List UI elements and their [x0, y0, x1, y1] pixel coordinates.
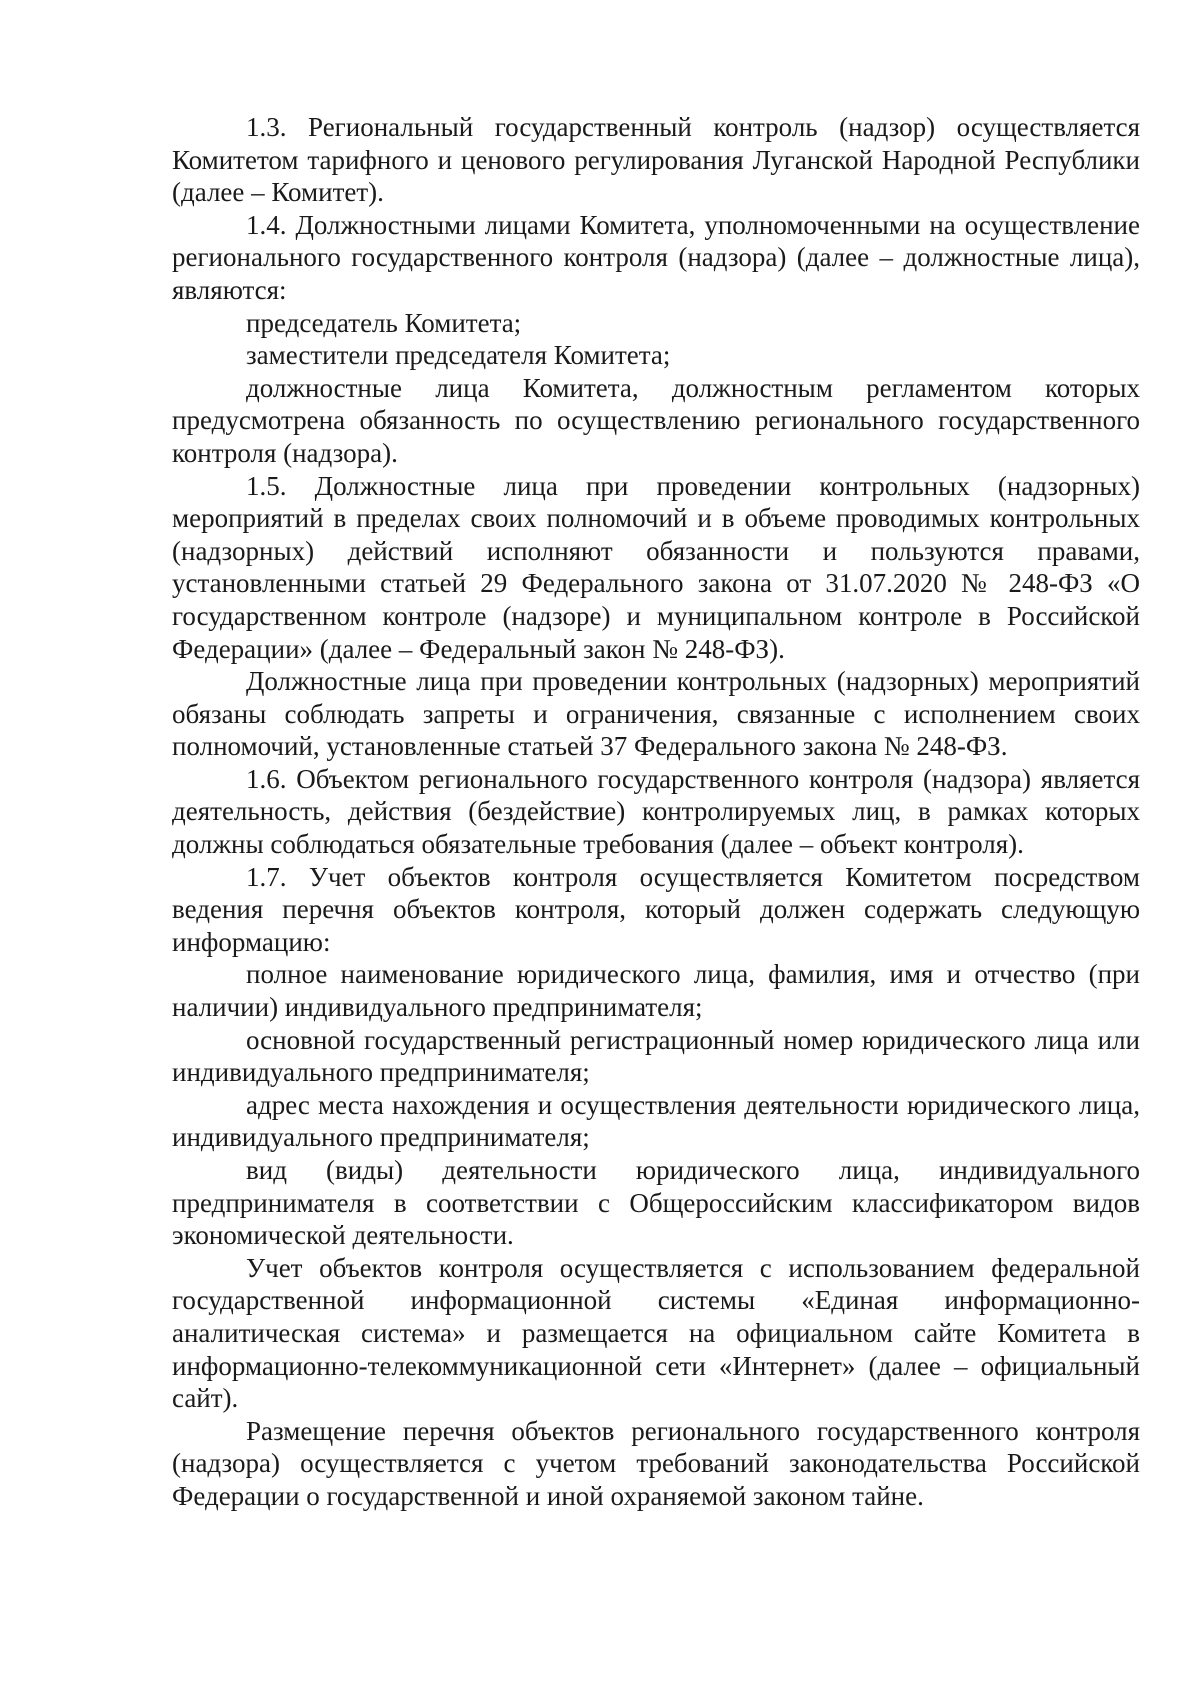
- document-body: [172, 111, 1140, 1513]
- list-item-full-name: полное наименование юридического лица, фамилия, имя и отчество (при наличии) индивидуального предпринимателя;: [172, 959, 1140, 1023]
- list-item-chairman: председатель Комитета;: [246, 307, 522, 338]
- list-item-address: адрес места нахождения и осуществления деятельности юридического лица, индивидуального предпринимателя;: [172, 1089, 1140, 1153]
- paragraph-1-5-restrictions: Должностные лица при проведении контрольных (надзорных) мероприятий обязаны соблюдать запреты и ограничения, связанные с исполнением своих полномочий, установленные статьей 37 Федерального закона № 248-ФЗ.: [172, 666, 1140, 762]
- list-item-officials: должностные лица Комитета, должностным регламентом которых предусмотрена обязанность по осуществлению регионального государственного контроля (надзора).: [172, 372, 1140, 468]
- list-item-activity-type: вид (виды) деятельности юридического лица, индивидуального предпринимателя в соответствии с Общероссийским классификатором видов экономической деятельности.: [172, 1155, 1140, 1251]
- paragraph-list-publication: Размещение перечня объектов регионального государственного контроля (надзора) осуществляется с учетом требований законодательства Российской Федерации о государственной и иной охраняемой законом тайне.: [172, 1415, 1140, 1511]
- paragraph-1-7: 1.7. Учет объектов контроля осуществляется Комитетом посредством ведения перечня объектов контроля, который должен содержать следующую информацию:: [172, 861, 1140, 957]
- paragraph-1-4: 1.4. Должностными лицами Комитета, уполномоченными на осуществление регионального государственного контроля (надзора) (далее – должностные лица), являются:: [172, 209, 1140, 305]
- paragraph-accounting-system: Учет объектов контроля осуществляется с использованием федеральной государственной информационной системы «Единая информационно-аналитическая система» и размещается на официальном сайте Комитета в информационно-телекоммуникационной сети «Интернет» (далее – официальный сайт).: [172, 1252, 1140, 1414]
- paragraph-1-3: 1.3. Региональный государственный контроль (надзор) осуществляется Комитетом тарифного и ценового регулирования Луганской Народной Республики (далее – Комитет).: [172, 112, 1140, 208]
- list-item-ogrn: основной государственный регистрационный номер юридического лица или индивидуального предпринимателя;: [172, 1024, 1140, 1088]
- paragraph-1-6: 1.6. Объектом регионального государственного контроля (надзора) является деятельность, действия (бездействие) контролируемых лиц, в рамках которых должны соблюдаться обязательные требования (далее – объект контроля).: [172, 763, 1140, 860]
- list-item-deputies: заместители председателя Комитета;: [246, 340, 671, 371]
- paragraph-1-5: 1.5. Должностные лица при проведении контрольных (надзорных) мероприятий в пределах своих полномочий и в объеме проводимых контрольных (надзорных) действий исполняют обязанности и пользуются правами, установленными статьей 29 Федерального закона от 31.07.2020 № 248-ФЗ «О государственном контроле (надзоре) и муниципальном контроле в Российской Федерации» (далее – Федеральный закон № 248-ФЗ).: [172, 470, 1140, 664]
